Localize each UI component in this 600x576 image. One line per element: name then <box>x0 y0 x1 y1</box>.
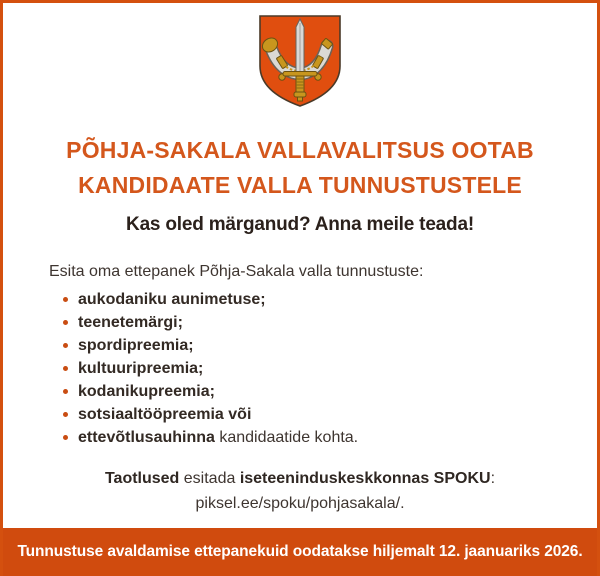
bullet-icon <box>63 366 68 371</box>
application-instructions <box>3 466 597 516</box>
bullet-icon <box>63 435 68 440</box>
list-item <box>63 311 597 334</box>
award-name: ettevõtlusauhinna <box>78 428 215 446</box>
award-name: kodanikupreemia; <box>78 382 215 400</box>
page-title-line1: PÕHJA-SAKALA VALLAVALITSUS OOTAB <box>66 137 534 163</box>
award-name: teenetemärgi; <box>78 313 183 331</box>
spoku-label: iseteeninduskeskkonnas SPOKU <box>239 470 491 487</box>
deadline-text: Tunnustuse avaldamise ettepanekuid oodatakse hiljemalt 12. jaanuariks 2026. <box>17 543 583 560</box>
subheading: Kas oled märganud? Anna meile teada! <box>126 214 474 235</box>
apply-colon: : <box>490 470 496 487</box>
bullet-icon <box>63 412 68 417</box>
list-item <box>63 426 597 449</box>
award-name: spordipreemia; <box>78 336 194 354</box>
awards-list <box>3 288 597 449</box>
bullet-icon <box>63 320 68 325</box>
list-item <box>63 334 597 357</box>
page-title-line2: KANDIDAATE VALLA TUNNUSTUSTELE <box>78 172 522 198</box>
list-item <box>63 380 597 403</box>
bullet-icon <box>63 389 68 394</box>
list-item <box>63 288 597 311</box>
award-name: sotsiaaltööpreemia või <box>78 405 252 423</box>
award-name: kultuuripreemia; <box>78 359 204 377</box>
list-item <box>63 403 597 426</box>
deadline-banner <box>3 528 597 576</box>
award-suffix: kandidaatide kohta. <box>214 428 359 446</box>
coat-of-arms <box>256 14 344 108</box>
application-line <box>3 466 597 491</box>
bullet-icon <box>63 343 68 348</box>
apply-keyword: Taotlused <box>104 470 180 487</box>
page-title <box>3 133 597 203</box>
award-name: aukodaniku aunimetuse; <box>78 290 266 308</box>
bullet-icon <box>63 297 68 302</box>
apply-text: esitada <box>179 470 240 487</box>
spoku-url: piksel.ee/spoku/pohjasakala/. <box>195 495 405 512</box>
intro-text: Esita oma ettepanek Põhja-Sakala valla tunnustuste: <box>49 263 424 280</box>
list-item <box>63 357 597 380</box>
